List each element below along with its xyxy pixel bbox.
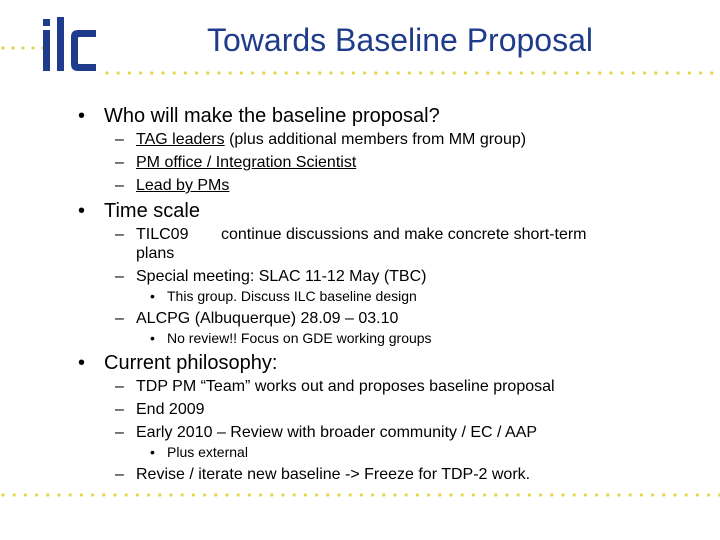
dash-marker: – — [115, 310, 124, 327]
footer-divider-dots — [0, 492, 720, 498]
bullet-marker: • — [78, 105, 86, 127]
dash-marker: – — [115, 154, 124, 171]
dash-marker: – — [115, 466, 124, 483]
sub-bullet-lead-by-pms[interactable]: Lead by PMs — [136, 177, 230, 194]
detail-plus-external: Plus external — [167, 444, 248, 460]
level3-marker: • — [150, 444, 155, 460]
level3-marker: • — [150, 288, 155, 304]
bullet-marker: • — [78, 352, 86, 374]
sub-bullet-tag-leaders — [136, 130, 526, 150]
dash-marker: – — [115, 401, 124, 418]
level3-marker: • — [150, 330, 155, 346]
tag-leaders-link[interactable]: TAG leaders — [136, 131, 225, 148]
ilc-logo — [40, 13, 100, 75]
bullet-who-makes-proposal: Who will make the baseline proposal? — [104, 105, 440, 127]
bullet-current-philosophy: Current philosophy: — [104, 352, 278, 374]
dash-marker: – — [115, 177, 124, 194]
sub-bullet-tilc09-text-cont: plans — [136, 245, 175, 262]
header-divider-dots — [104, 70, 720, 76]
dash-marker: – — [115, 378, 124, 395]
sub-bullet-tilc09-label: TILC09 — [136, 226, 189, 243]
detail-no-review: No review!! Focus on GDE working groups — [167, 330, 432, 346]
sub-bullet-tilc09-text: continue discussions and make concrete short-term — [221, 226, 587, 243]
bullet-marker: • — [78, 200, 86, 222]
sub-bullet-tdp-pm-team: TDP PM “Team” works out and proposes baseline proposal — [136, 378, 555, 395]
sub-bullet-revise-iterate: Revise / iterate new baseline -> Freeze for TDP-2 work. — [136, 466, 531, 483]
bullet-time-scale: Time scale — [104, 200, 200, 222]
dash-marker: – — [115, 131, 124, 148]
sub-bullet-alcpg: ALCPG (Albuquerque) 28.09 – 03.10 — [136, 310, 399, 327]
tag-leaders-note: (plus additional members from MM group) — [224, 131, 527, 148]
sub-bullet-early-2010: Early 2010 – Review with broader community / EC / AAP — [136, 424, 538, 441]
sub-bullet-pm-office[interactable]: PM office / Integration Scientist — [136, 154, 357, 171]
sub-bullet-end-2009: End 2009 — [136, 401, 205, 418]
sub-bullet-special-meeting: Special meeting: SLAC 11-12 May (TBC) — [136, 268, 427, 285]
dash-marker: – — [115, 424, 124, 441]
dash-marker: – — [115, 226, 124, 243]
detail-this-group: This group. Discuss ILC baseline design — [167, 288, 417, 304]
slide-title: Towards Baseline Proposal — [207, 22, 593, 58]
dash-marker: – — [115, 268, 124, 285]
